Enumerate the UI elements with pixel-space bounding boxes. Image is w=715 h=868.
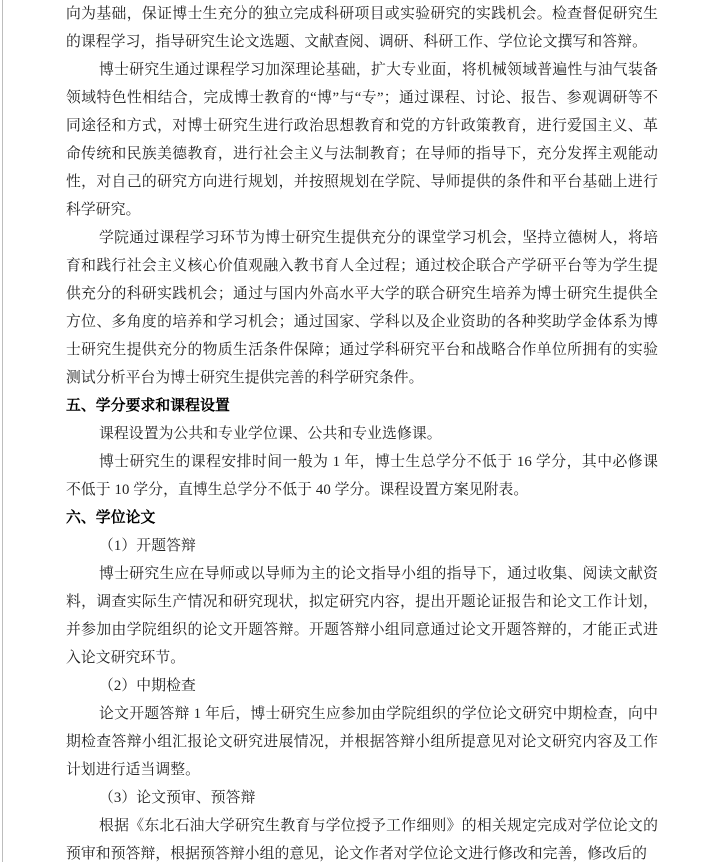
paragraph: 向为基础，保证博士生充分的独立完成科研项目或实验研究的实践机会。检查督促研究生的课程学习，指导研究生论文选题、文献查阅、调研、科研工作、学位论文撰写和答辩。 (66, 6, 658, 50)
paragraph: （2）中期检查 (99, 678, 196, 694)
page-left-edge (2, 0, 3, 862)
paragraph: （1）开题答辩 (99, 538, 196, 554)
document-body (66, 0, 658, 868)
paragraph: 根据《东北石油大学研究生教育与学位授予工作细则》的相关规定完成对学位论文的预审和预答辩，根据预答辩小组的意见，论文作者对学位论文进行修改和完善，修改后的 (66, 818, 658, 862)
paragraph: 课程设置为公共和专业学位课、公共和专业选修课。 (99, 426, 442, 442)
paragraph: 博士研究生通过课程学习加深理论基础，扩大专业面，将机械领域普遍性与油气装备领域特色性相结合，完成博士教育的“博”与“专”；通过课程、讨论、报告、参观调研等不同途径和方式，对博士研究生进行政治思想教育和党的方针政策教育，进行爱国主义、革命传统和民族美德教育，进行社会主义与法制教育；在导师的指导下，充分发挥主观能动性，对自己的研究方向进行规划，并按照规划在学院、导师提供的条件和平台基础上进行科学研究。 (66, 62, 658, 218)
section-heading: 五、学分要求和课程设置 (66, 398, 230, 414)
paragraph: 学院通过课程学习环节为博士研究生提供充分的课堂学习机会，坚持立德树人，将培育和践行社会主义核心价值观融入教书育人全过程；通过校企联合产学研平台等为学生提供充分的科研实践机会；通过与国内外高水平大学的联合研究生培养为博士研究生提供全方位、多角度的培养和学习机会；通过国家、学科以及企业资助的各种奖助学金体系为博士研究生提供充分的物质生活条件保障；通过学科研究平台和战略合作单位所拥有的实验测试分析平台为博士研究生提供完善的科学研究条件。 (66, 230, 658, 386)
paragraph: 博士研究生的课程安排时间一般为 1 年，博士生总学分不低于 16 学分，其中必修课不低于 10 学分，直博生总学分不低于 40 学分。课程设置方案见附表。 (66, 454, 658, 498)
paragraph: 博士研究生应在导师或以导师为主的论文指导小组的指导下，通过收集、阅读文献资料，调查实际生产情况和研究现状，拟定研究内容，提出开题论证报告和论文工作计划，并参加由学院组织的论文开题答辩。开题答辩小组同意通过论文开题答辩的，才能正式进入论文研究环节。 (66, 566, 658, 666)
paragraph: 论文开题答辩 1 年后，博士研究生应参加由学院组织的学位论文研究中期检查，向中期检查答辩小组汇报论文研究进展情况，并根据答辩小组所提意见对论文研究内容及工作计划进行适当调整。 (66, 706, 658, 778)
section-heading: 六、学位论文 (66, 510, 156, 526)
paragraph: （3）论文预审、预答辩 (99, 790, 256, 806)
